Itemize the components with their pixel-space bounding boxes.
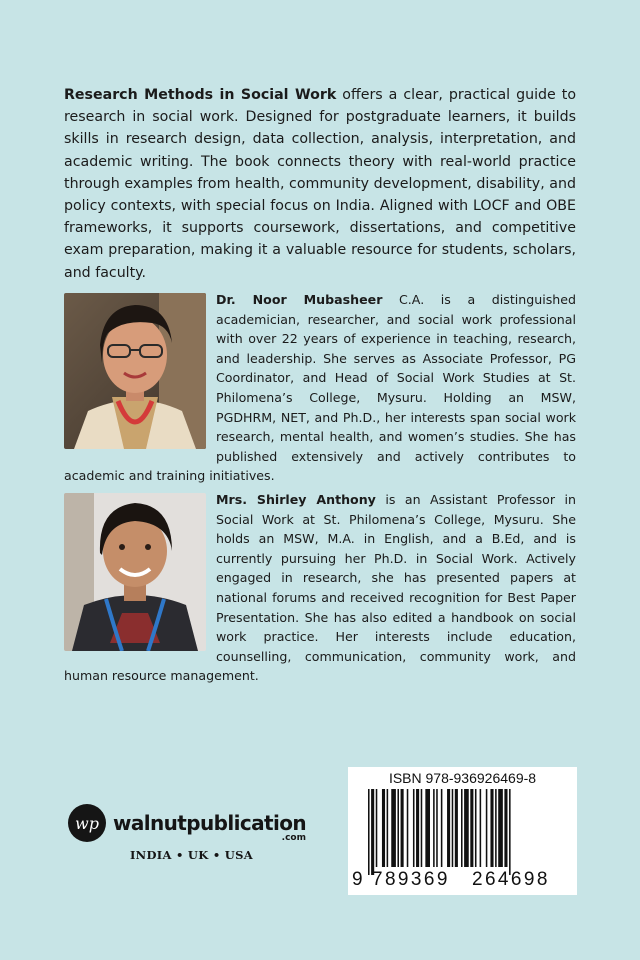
- publisher-logo: [68, 804, 306, 842]
- book-blurb: [64, 84, 576, 284]
- barcode-bar: [397, 789, 399, 867]
- barcode-bar: [486, 789, 488, 867]
- barcode-bar: [455, 789, 458, 867]
- author-1-text: C.A. is a distinguished academician, researcher, and social work professional with over 22 years of experience in teaching, research, and leadership. She serves as Associate Professor, PG Coordinator, and Head of Social Work Studies at St. Philomena’s College, Mysuru. Holding an MSW, PGDHRM, NET, and Ph.D., her interests span social work research, mental health, and women’s studies. She has published extensively and actively contributes to academic and training initiatives.: [64, 292, 576, 484]
- barcode-bar: [480, 789, 482, 867]
- publisher-name: walnutpublication: [113, 811, 306, 835]
- publisher-domain: .com: [281, 833, 306, 843]
- isbn-barcode: [348, 767, 577, 895]
- barcode-bar: [461, 789, 463, 867]
- barcode-bar: [371, 789, 374, 875]
- barcode-bar: [475, 789, 477, 867]
- barcode-group-1: 789369: [372, 869, 450, 890]
- barcode-bar: [425, 789, 430, 867]
- barcode-bar: [470, 789, 473, 867]
- barcode-bar: [495, 789, 497, 867]
- barcode-bar: [509, 789, 511, 875]
- barcode-bar: [433, 789, 435, 867]
- barcode-bar: [376, 789, 378, 867]
- author-2-bio: [64, 490, 576, 686]
- barcode-bar: [407, 789, 409, 867]
- barcode-bar: [368, 789, 370, 875]
- author-1-photo: [64, 293, 206, 449]
- barcode-bar: [452, 789, 454, 867]
- barcode-bar: [391, 789, 396, 867]
- barcode-bar: [416, 789, 419, 867]
- author-1-name: Dr. Noor Mubasheer: [216, 292, 383, 307]
- barcode-bar: [421, 789, 423, 867]
- barcode-group-2: 264698: [472, 869, 550, 890]
- isbn-label: ISBN 978-936926469-8: [388, 770, 537, 786]
- barcode-bar: [504, 789, 507, 867]
- author-2-photo: [64, 493, 206, 651]
- barcode-bar: [464, 789, 469, 867]
- barcode-first-digit: 9: [352, 869, 363, 890]
- publisher-logo-icon: wp: [68, 804, 106, 842]
- author-2-name: Mrs. Shirley Anthony: [216, 492, 376, 507]
- barcode-bar: [382, 789, 385, 867]
- barcode-bar: [498, 789, 503, 867]
- book-title: Research Methods in Social Work: [64, 87, 337, 103]
- barcode-bar: [436, 789, 438, 867]
- barcode-bar: [387, 789, 389, 867]
- publisher-countries: INDIA • UK • USA: [130, 848, 253, 862]
- barcode-bar: [401, 789, 404, 867]
- barcode-bar: [413, 789, 415, 867]
- barcode-bar: [490, 789, 493, 867]
- barcode-bar: [441, 789, 443, 867]
- author-1-bio: [64, 290, 576, 486]
- blurb-text: offers a clear, practical guide to research in social work. Designed for postgraduate learners, it builds skills in research design, data collection, analysis, interpretation, and academic writing. The book connects theory with real-world practice through examples from health, community development, disability, and policy contexts, with special focus on India. Aligned with LOCF and OBE frameworks, it supports coursework, dissertations, and competitive exam preparation, making it a valuable resource for students, scholars, and faculty.: [64, 87, 577, 281]
- author-2-text: is an Assistant Professor in Social Work at St. Philomena’s College, Mysuru. She holds an MSW, M.A. in English, and a B.Ed, and is currently pursuing her Ph.D. in Social Work. Actively engaged in research, she has presented papers at national forums and received recognition for Best Paper Presentation. She has also edited a handbook on social work practice. Her interests include education, counselling, communication, community work, and human resource management.: [64, 492, 577, 684]
- barcode-bar: [447, 789, 450, 867]
